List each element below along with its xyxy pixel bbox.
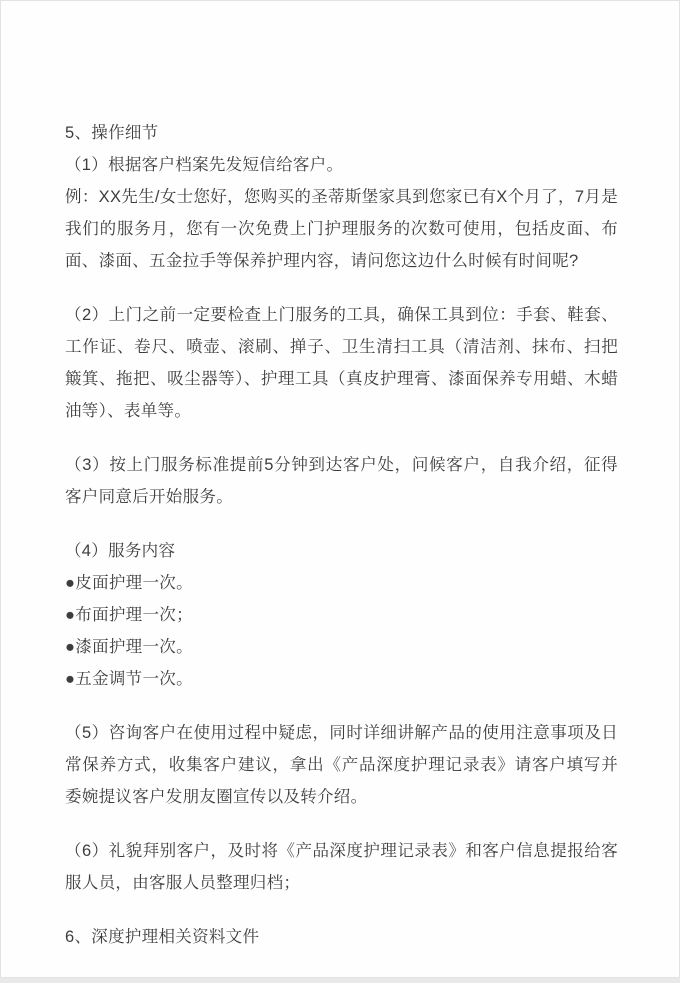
paragraph-step-3: （3）按上门服务标准提前5分钟到达客户处，问候客户，自我介绍，征得客户同意后开始服务。 (65, 456, 618, 506)
paragraph-step-2: （2）上门之前一定要检查上门服务的工具，确保工具到位：手套、鞋套、工作证、卷尺、喷壶、滚刷、掸子、卫生清扫工具（清洁剂、抹布、扫把簸箕、拖把、吸尘器等）、护理工具（真皮护理膏、漆面保养专用蜡、木蜡油等）、表单等。 (65, 306, 618, 420)
list-item-paint-care: ●漆面护理一次。 (65, 638, 193, 656)
paragraph-sms-example: 例：XX先生/女士您好，您购买的圣蒂斯堡家具到您家已有X个月了，7月是我们的服务月，您有一次免费上门护理服务的次数可使用，包括皮面、布面、漆面、五金拉手等保养护理内容，请问您这边什么时候有时间呢? (65, 188, 618, 270)
section-heading-operation-details: 5、操作细节 (65, 124, 159, 142)
paragraph-step-4-service-content: （4）服务内容 (65, 542, 176, 560)
paragraph-step-6: （6）礼貌拜别客户，及时将《产品深度护理记录表》和客户信息提报给客服人员，由客服人员整理归档； (65, 842, 618, 892)
section-heading-related-files: 6、深度护理相关资料文件 (65, 928, 260, 946)
list-item-hardware-adjust: ●五金调节一次。 (65, 670, 193, 688)
paragraph-step-5: （5）咨询客户在使用过程中疑虑，同时详细讲解产品的使用注意事项及日常保养方式，收集客户建议，拿出《产品深度护理记录表》请客户填写并委婉提议客户发朋友圈宣传以及转介绍。 (65, 724, 618, 806)
list-item-leather-care: ●皮面护理一次。 (65, 574, 193, 592)
document-body (1, 1, 679, 953)
paragraph-step-1: （1）根据客户档案先发短信给客户。 (65, 156, 344, 174)
list-item-fabric-care: ●布面护理一次； (65, 606, 193, 624)
